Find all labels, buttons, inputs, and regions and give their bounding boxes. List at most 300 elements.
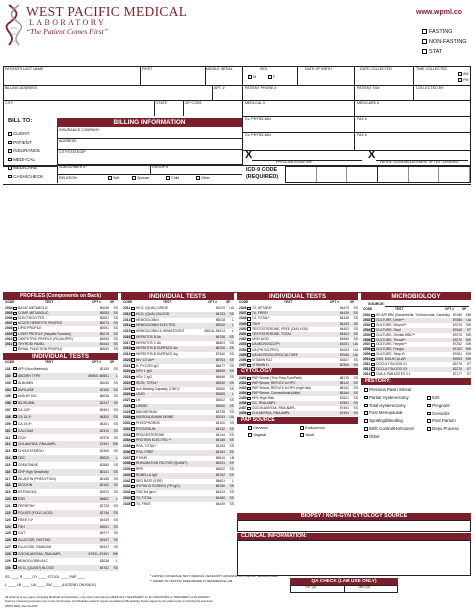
fasting-checkbox[interactable]: FASTING [422,29,453,35]
test-checkbox[interactable] [13,342,17,346]
test-checkbox[interactable] [131,502,135,506]
state-field[interactable]: STATE [156,101,168,105]
history-checkbox[interactable] [427,412,450,417]
test-checkbox[interactable] [131,318,135,322]
relation-label: RELATION [59,176,77,180]
micro-col-test: TEST [395,307,404,311]
test-checkbox[interactable] [247,338,251,342]
test-name: T4, FREE [136,501,151,506]
medi-cal-field[interactable]: MEDI-CAL # [245,101,266,105]
test-checkbox[interactable] [13,504,17,508]
test-row[interactable] [5,347,118,352]
patient-last-name-field[interactable]: PATIENTS LAST NAME [5,67,44,71]
test-checkbox[interactable] [247,392,251,396]
fax-1-field[interactable]: FAX # [357,117,367,121]
history-checkbox[interactable] [427,404,450,409]
pap-cervical-checkbox[interactable]: Cervical [248,426,268,431]
specimen-count-line-1[interactable]: SS ____ R ____ GY ____ STOOL ____ PAP ____ [5,575,86,579]
apt-field[interactable]: APT. # [214,86,225,90]
test-row[interactable] [5,469,118,476]
relation-other-checkbox[interactable]: Other [196,176,210,180]
test-checkbox[interactable] [371,314,375,318]
specimen-count-line-2[interactable]: L ____ LB ____ UA ____ SW ____ (LEGEND ON BACK) [5,583,97,587]
medicare-field[interactable]: MEDICARE # [357,101,379,105]
test-code: 2338 [123,461,131,466]
test-cpt: 82306 [339,363,349,368]
test-checkbox[interactable] [247,307,251,311]
test-row[interactable] [5,366,118,373]
test-checkbox[interactable] [13,565,17,569]
test-code: 106 [5,401,11,406]
micro-source-field[interactable]: SOURCE: [368,302,385,306]
test-row[interactable] [5,380,118,387]
insurance-city-state-zip-field[interactable]: CITY/STATE/ZIP [59,150,86,154]
history-check-box[interactable] [364,404,368,408]
test-checkbox[interactable] [13,510,17,514]
test-row[interactable] [5,565,118,572]
test-code: 2334 [123,438,131,443]
test-row[interactable] [5,489,118,496]
test-specimen: SW [465,337,471,342]
test-checkbox[interactable] [13,558,17,562]
test-checkbox[interactable] [371,348,375,352]
test-checkbox[interactable] [247,364,251,368]
test-cpt: 87086 [452,317,462,322]
test-checkbox[interactable] [371,318,375,322]
test-checkbox[interactable] [247,387,251,391]
test-checkbox[interactable] [13,483,17,487]
test-specimen: SS [229,438,234,443]
test-code: 111 [5,435,11,440]
pm-checkbox[interactable]: PM [458,78,468,82]
cc-physician-2-field[interactable]: Cc. PHYSICIAN [245,133,271,137]
test-row[interactable] [5,421,118,428]
patient-ssn-field[interactable]: PATIENT SS# [357,86,380,90]
test-checkbox[interactable] [131,450,135,454]
test-checkbox[interactable] [131,462,135,466]
test-row[interactable] [5,448,118,455]
test-checkbox[interactable] [131,485,135,489]
test-checkbox[interactable] [13,456,17,460]
test-checkbox[interactable] [247,312,251,316]
history-check-box[interactable] [427,412,431,416]
group-field[interactable]: GROUP # [152,165,169,169]
test-row[interactable] [5,496,118,503]
test-checkbox[interactable] [247,353,251,357]
cc-physician-1-field[interactable]: Cc. PHYSICIAN [245,117,271,121]
test-checkbox[interactable] [13,552,17,556]
test-checkbox[interactable] [247,407,251,411]
test-name: Iron Binding Capacity (TIBC)* [136,386,180,391]
middle-initial-field[interactable]: MIDDLE INITIAL [206,67,233,71]
test-row[interactable] [239,411,358,416]
test-checkbox[interactable] [131,410,135,414]
test-cpt: 82040 [99,380,109,385]
test-name: AFP (Non Maternal) [18,367,48,371]
test-checkbox[interactable] [131,404,135,408]
am-checkbox[interactable]: AM [458,72,468,76]
non-fasting-checkbox[interactable]: NON-FASTING [422,39,467,45]
test-code: 2344 [123,495,131,500]
test-checkbox[interactable] [371,372,375,376]
test-checkbox[interactable] [131,433,135,437]
test-checkbox[interactable] [131,364,135,368]
test-row[interactable] [5,482,118,489]
test-cpt: 86803 [215,340,225,345]
test-checkbox[interactable] [131,347,135,351]
test-checkbox[interactable] [371,367,375,371]
test-checkbox[interactable] [13,332,17,336]
test-checkbox[interactable] [247,348,251,352]
test-checkbox[interactable] [13,367,17,371]
test-checkbox[interactable] [13,517,17,521]
test-checkbox[interactable] [131,312,135,316]
test-checkbox[interactable] [13,449,17,453]
test-checkbox[interactable] [13,524,17,528]
test-code: 2352 [239,337,247,342]
insurance-company-field[interactable]: INSURANCE COMPANY: [59,128,100,132]
test-checkbox[interactable] [247,397,251,401]
test-code: 2326 [123,392,131,397]
bill-to-medi-cal-checkbox[interactable]: MEDI-CAL [8,156,43,165]
history-check-box[interactable] [427,404,431,408]
test-cpt: 80069 [99,346,109,351]
city-field[interactable]: CITY [5,101,14,105]
history-checkbox[interactable] [364,419,403,424]
insurance-address-field[interactable]: ADDRESS [59,139,77,143]
test-cpt: 87591, 87491 [88,551,109,556]
test-checkbox[interactable] [13,373,17,377]
test-specimen: SS [113,311,118,316]
test-checkbox[interactable] [131,416,135,420]
test-row[interactable] [5,476,118,483]
test-specimen: SS [113,449,118,454]
test-checkbox[interactable] [13,327,17,331]
test-row[interactable] [5,510,118,517]
test-cpt: 86304 [99,408,109,413]
history-check-box[interactable] [427,419,431,423]
test-checkbox[interactable] [131,376,135,380]
history-label: Cervicitis [432,410,450,416]
history-checkbox[interactable] [427,396,440,401]
test-checkbox[interactable] [131,479,135,483]
test-name: UA MICROSCOPIC/CULTURE [252,352,298,357]
test-checkbox[interactable] [13,538,17,542]
history-checkbox[interactable] [427,419,456,424]
test-checkbox[interactable] [13,497,17,501]
test-checkbox[interactable] [131,399,135,403]
pap-vaginal-checkbox[interactable]: Vaginal [248,433,266,438]
test-checkbox[interactable] [247,382,251,386]
test-checkbox[interactable] [13,387,17,391]
test-cpt: 82310 [99,428,109,433]
patient-phone-field[interactable]: PATIENT PHONE # [245,86,277,90]
history-check-box[interactable] [364,388,368,392]
test-checkbox[interactable] [131,439,135,443]
test-specimen: SS [229,375,234,379]
tests1-col-cpt: CPT # [92,360,102,364]
test-checkbox[interactable] [247,412,251,416]
relation-spouse-checkbox[interactable]: Spouse [132,176,149,180]
fax-2-field[interactable]: FAX # [357,133,367,137]
icd9-code-grid[interactable] [285,166,471,183]
test-checkbox[interactable] [371,353,375,357]
test-checkbox[interactable] [13,490,17,494]
test-specimen: SS [353,358,358,362]
test-checkbox[interactable] [131,330,135,334]
history-checkbox[interactable] [364,396,409,401]
test-code: 2351 [239,332,247,336]
bill-to-patient-checkbox[interactable]: PATIENT [8,139,43,148]
test-row[interactable] [5,414,118,421]
test-checkbox[interactable] [247,359,251,363]
test-checkbox[interactable] [131,473,135,477]
test-checkbox[interactable] [13,476,17,480]
test-name: LIVER PROFILE (Hepatic Function) [18,331,72,336]
test-specimen: SW [465,357,471,362]
test-checkbox[interactable] [131,427,135,431]
test-code: 2513 [363,371,371,376]
test-code: 130 [5,565,11,570]
test-cpt: 82728 [99,504,109,508]
test-row[interactable] [5,524,118,531]
relation-child-checkbox[interactable]: Child [166,176,179,180]
test-checkbox[interactable] [13,435,17,439]
test-row[interactable] [5,400,118,407]
test-specimen: SS [113,336,118,341]
test-checkbox[interactable] [247,333,251,337]
test-checkbox[interactable] [131,387,135,391]
history-checkbox[interactable] [364,427,414,432]
individual-tests-header-3: INDIVIDUAL TESTS [237,293,358,300]
test-cpt: 84153 [215,444,225,448]
history-check-box[interactable] [364,411,368,415]
history-check-box[interactable] [364,419,368,423]
test-row[interactable] [5,455,118,462]
test-checkbox[interactable] [13,317,17,321]
bill-to-client-checkbox[interactable]: CLIENT [8,130,43,139]
test-code: 2510 [363,357,371,362]
test-row[interactable] [5,503,118,510]
test-checkbox[interactable] [131,491,135,495]
test-specimen: SW [465,313,471,317]
test-checkbox[interactable] [13,401,17,405]
test-checkbox[interactable] [131,496,135,500]
history-check-box[interactable] [364,435,368,439]
first-name-field[interactable]: FIRST [142,67,153,71]
bill-to-medicare-checkbox[interactable]: MEDICARE [8,164,43,173]
test-code: 2406 [239,401,247,405]
test-checkbox[interactable] [131,422,135,426]
subscriber-field[interactable]: SUBSCRIBER # [59,165,86,169]
test-name: PSA, FREE [136,449,154,454]
test-checkbox[interactable] [131,358,135,362]
form-id: WPML REQ. Rev 09-2015 [5,604,38,608]
bill-to-cash-checkbox[interactable]: CASH/CHECK [8,173,43,182]
test-checkbox[interactable] [247,327,251,331]
test-specimen: SS [113,476,118,481]
test-checkbox[interactable] [13,408,17,412]
test-row[interactable] [5,441,118,448]
test-checkbox[interactable] [13,347,17,351]
test-checkbox[interactable] [13,531,17,535]
test-checkbox[interactable] [371,333,375,337]
test-row[interactable] [5,537,118,544]
history-checkbox[interactable] [427,427,459,432]
test-checkbox[interactable] [13,545,17,549]
pap-vault-checkbox[interactable]: Vault [300,433,314,438]
test-row[interactable] [363,372,471,377]
tests2-col-test: TEST [163,300,172,304]
patient-ack-field[interactable]: PATIENT ACKNOWLEDGEMENT OF TEST ORDERED [380,159,459,164]
test-checkbox[interactable] [131,370,135,374]
biopsy-source-field[interactable] [237,520,471,532]
test-checkbox[interactable] [131,468,135,472]
sex-f-checkbox[interactable]: F [268,75,275,79]
test-checkbox[interactable] [371,323,375,327]
test-checkbox[interactable] [131,341,135,345]
test-name: PAP Smear (Thin Prep,SurePath) [252,376,302,380]
test-specimen: SW [465,322,471,327]
clinical-information-field[interactable] [237,540,471,576]
test-row[interactable] [5,387,118,394]
history-check-box[interactable] [427,427,431,431]
test-checkbox[interactable] [131,353,135,357]
test-name: SD AFFIRM (Gardnerella, Trichomonas, Candida) [376,313,450,317]
test-checkbox[interactable] [247,377,251,381]
test-row[interactable] [5,551,118,558]
time-collected-field[interactable]: TIME COLLECTED [416,67,448,71]
website-link[interactable]: www.wpml.co [416,9,463,16]
test-name: HEPATITIS B SURFACE Ab [136,346,178,351]
test-specimen: SS [353,311,358,316]
test-name: GLUCOSE, FASTING [18,538,51,543]
test-checkbox[interactable] [371,328,375,332]
qa-check-header: QA CHECK (LAB USE ONLY) [290,578,398,585]
test-checkbox[interactable] [13,442,17,446]
test-row[interactable] [123,502,234,508]
test-cpt: 84402 [339,326,349,331]
stat-checkbox[interactable]: STAT [422,49,442,55]
test-specimen: SS [353,396,358,400]
test-code: 122 [5,510,11,515]
test-row[interactable] [5,428,118,435]
test-name: LIPID PROFILE [18,326,42,331]
history-checkbox[interactable] [364,404,406,409]
test-specimen: SS [229,346,234,351]
test-checkbox[interactable] [13,380,17,384]
dob-field[interactable]: DATE OF BIRTH [305,67,333,71]
test-name: POTASSIUM [136,426,156,431]
test-code: 116 [5,469,11,474]
test-code: 2337 [123,455,131,460]
test-row[interactable] [5,517,118,524]
test-specimen: SS [229,484,234,489]
test-checkbox[interactable] [13,469,17,473]
test-checkbox[interactable] [131,393,135,397]
test-specimen: SS [113,565,118,570]
profiles-header: PROFILES (Components on Back) [3,293,118,300]
history-check-box[interactable] [427,396,431,400]
test-checkbox[interactable] [247,317,251,321]
test-code: 121 [5,504,11,508]
relation-self-checkbox[interactable]: Self [108,176,119,180]
tests2-col-code: CODE [123,300,133,304]
history-check-box[interactable] [364,427,368,431]
test-checkbox[interactable] [13,322,17,326]
history-label: Other [369,433,380,439]
test-row[interactable] [5,435,118,442]
test-row[interactable] [5,530,118,537]
test-checkbox[interactable] [13,337,17,341]
test-row[interactable] [5,407,118,414]
test-checkbox[interactable] [247,322,251,326]
history-check-box[interactable] [364,396,368,400]
test-checkbox[interactable] [13,421,17,425]
tests2-col-cpt: CPT # [208,300,218,304]
test-specimen: UA [466,317,471,322]
test-checkbox[interactable] [371,343,375,347]
test-row[interactable] [5,558,118,565]
test-checkbox[interactable] [131,381,135,385]
collected-by-field[interactable]: COLLECTED BY: [416,86,445,90]
test-checkbox[interactable] [131,324,135,328]
sex-m-checkbox[interactable]: M [248,75,256,79]
test-checkbox[interactable] [371,358,375,362]
date-collected-field[interactable]: DATE COLLECTED [360,67,392,71]
test-checkbox[interactable] [13,307,17,311]
test-row[interactable] [5,462,118,469]
test-row[interactable] [5,393,118,400]
test-row[interactable] [5,544,118,551]
test-name: CBC [18,456,26,461]
history-checkbox[interactable] [364,388,412,393]
profiles-col-sp: SP [110,300,115,304]
test-code: 127 [5,545,11,550]
test-code: 2005 [5,311,13,316]
test-name: LEAD [136,392,145,397]
test-cpt: 84702 [99,565,109,570]
billing-address-field[interactable]: BILLING ADDRESS [5,86,37,90]
test-checkbox[interactable] [131,456,135,460]
history-checkbox[interactable] [364,435,380,440]
test-checkbox[interactable] [131,307,135,311]
pap-endocervix-checkbox[interactable]: Endocervix [300,426,325,431]
test-checkbox[interactable] [13,415,17,419]
test-cpt: 84132 [215,426,225,431]
test-checkbox[interactable] [131,445,135,449]
physician-signature-field[interactable]: PHYSICIAN SIGNATURE [276,159,313,164]
test-checkbox[interactable] [131,335,135,339]
test-checkbox[interactable] [13,428,17,432]
zip-field[interactable]: ZIP CODE [185,101,202,105]
test-checkbox[interactable] [371,338,375,342]
test-code: 2355 [239,352,247,357]
test-name: PROGESTERONE [136,432,165,437]
bill-to-insurance-checkbox[interactable]: INSURANCE [8,147,43,156]
test-row[interactable] [5,373,118,380]
test-checkbox[interactable] [247,402,251,406]
test-name: T3H 3rd gen.* [136,490,157,494]
test-checkbox[interactable] [371,363,375,367]
history-checkbox[interactable] [364,411,402,416]
test-cpt: 80048 [99,306,109,310]
test-checkbox[interactable] [13,462,17,466]
test-checkbox[interactable] [13,394,17,398]
test-checkbox[interactable] [13,312,17,316]
test-specimen: SS [113,462,118,467]
test-checkbox[interactable] [247,343,251,347]
